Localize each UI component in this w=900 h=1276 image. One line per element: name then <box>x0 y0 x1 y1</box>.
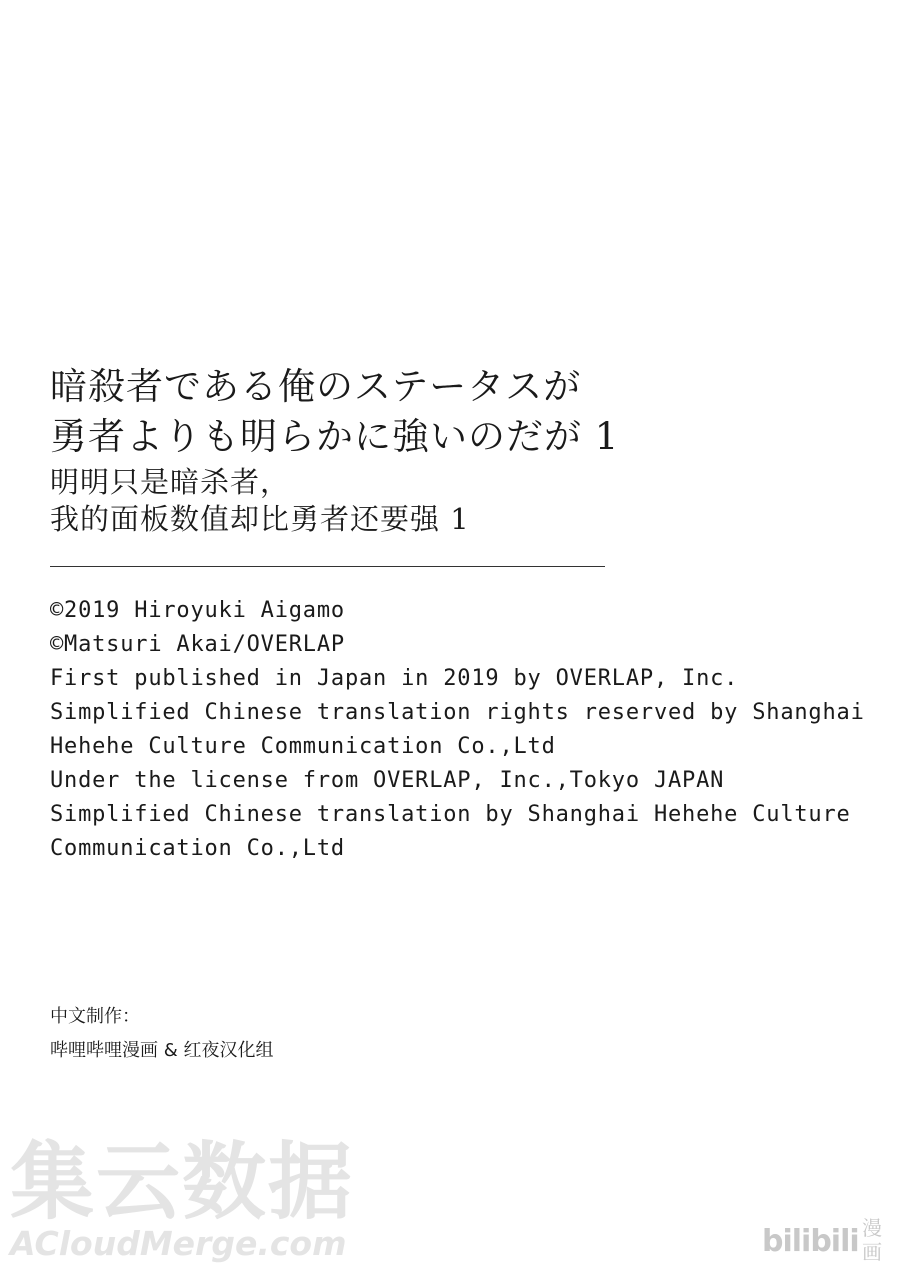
credit-line: Hehehe Culture Communication Co.,Ltd <box>50 734 556 759</box>
title-block <box>50 362 870 538</box>
chinese-title-line-2: 我的面板数值却比勇者还要强 1 <box>50 502 470 536</box>
japanese-title-line-2: 勇者よりも明らかに強いのだが 1 <box>50 415 620 458</box>
production-label: 中文制作： <box>50 1006 140 1027</box>
production-groups: 哔哩哔哩漫画 & 红夜汉化组 <box>50 1040 274 1061</box>
credit-line: Under the license from OVERLAP, Inc.,Tokyo JAPAN <box>50 768 725 793</box>
credit-line: Simplified Chinese translation rights reserved by Shanghai <box>50 700 865 725</box>
bilibili-manhua-logo <box>762 1212 892 1268</box>
credit-line: ©2019 Hiroyuki Aigamo <box>50 598 345 623</box>
credit-line: Simplified Chinese translation by Shanghai Hehehe Culture <box>50 802 851 827</box>
manhua-logo-text: 漫画 <box>862 1216 882 1264</box>
watermark-chinese-text: 集云数据 <box>10 1133 355 1231</box>
chinese-title-line-1: 明明只是暗杀者， <box>50 465 291 499</box>
credit-line: First published in Japan in 2019 by OVERLAP, Inc. <box>50 666 739 691</box>
production-credits <box>50 1000 273 1068</box>
japanese-title-line-1: 暗殺者である俺のステータスが <box>50 365 582 408</box>
credit-line: ©Matsuri Akai/OVERLAP <box>50 632 345 657</box>
divider-line <box>50 566 605 567</box>
watermark <box>6 1132 386 1272</box>
credit-line: Communication Co.,Ltd <box>50 836 345 861</box>
watermark-english-text: ACloudMerge.com <box>10 1224 347 1263</box>
copyright-credits <box>50 594 890 866</box>
bilibili-logo-text: bilibili <box>762 1224 859 1259</box>
